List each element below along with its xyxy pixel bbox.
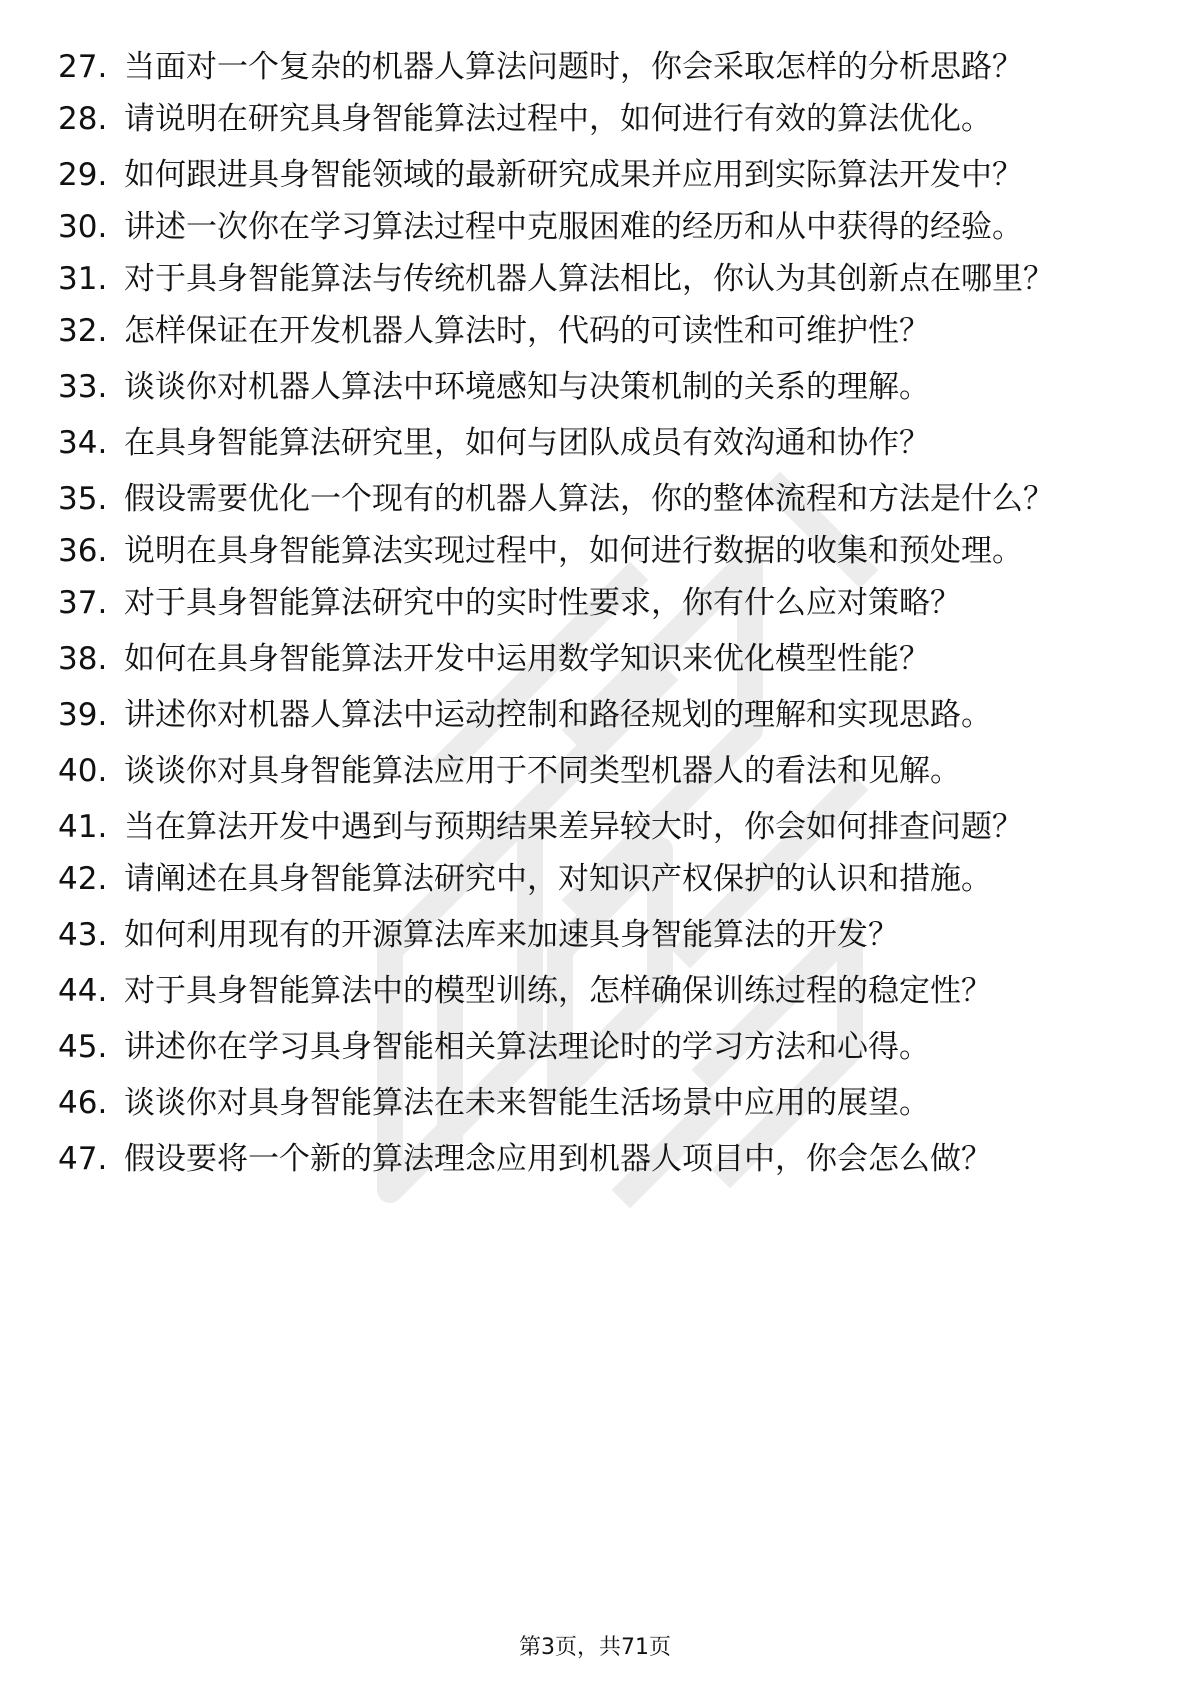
question-number: 28. xyxy=(58,101,108,137)
question-item xyxy=(58,1140,1118,1178)
question-text: 讲述一次你在学习算法过程中克服困难的经历和从中获得的经验。 xyxy=(124,209,1023,245)
question-item xyxy=(58,156,1118,194)
question-item xyxy=(58,48,1118,86)
question-item xyxy=(58,584,1118,622)
question-item xyxy=(58,260,1118,298)
question-text: 对于具身智能算法中的模型训练，怎样确保训练过程的稳定性？ xyxy=(124,973,992,1009)
question-text: 说明在具身智能算法实现过程中，如何进行数据的收集和预处理。 xyxy=(124,533,1023,569)
question-text: 对于具身智能算法研究中的实时性要求，你有什么应对策略？ xyxy=(124,585,961,621)
question-number: 42. xyxy=(58,861,108,897)
question-text: 假设需要优化一个现有的机器人算法，你的整体流程和方法是什么？ xyxy=(124,481,1054,517)
question-item xyxy=(58,424,1118,462)
question-text: 请说明在研究具身智能算法过程中，如何进行有效的算法优化。 xyxy=(124,101,992,137)
question-text: 请阐述在具身智能算法研究中，对知识产权保护的认识和措施。 xyxy=(124,861,992,897)
question-number: 29. xyxy=(58,157,108,193)
question-item xyxy=(58,1084,1118,1122)
question-number: 36. xyxy=(58,533,108,569)
question-text: 假设要将一个新的算法理念应用到机器人项目中，你会怎么做？ xyxy=(124,1141,992,1177)
question-number: 38. xyxy=(58,641,108,677)
question-number: 31. xyxy=(58,261,108,297)
question-item xyxy=(58,312,1118,350)
question-number: 39. xyxy=(58,697,108,733)
question-item xyxy=(58,972,1118,1010)
question-number: 33. xyxy=(58,369,108,405)
question-text: 如何利用现有的开源算法库来加速具身智能算法的开发？ xyxy=(124,917,899,953)
question-item xyxy=(58,100,1118,138)
question-item xyxy=(58,860,1118,898)
question-number: 35. xyxy=(58,481,108,517)
question-item xyxy=(58,1028,1118,1066)
question-item xyxy=(58,696,1118,734)
question-text: 在具身智能算法研究里，如何与团队成员有效沟通和协作？ xyxy=(124,425,930,461)
question-item xyxy=(58,208,1118,246)
page-number-footer: 第3页，共71页 xyxy=(519,1635,671,1660)
question-text: 谈谈你对具身智能算法在未来智能生活场景中应用的展望。 xyxy=(124,1085,930,1121)
question-text: 讲述你在学习具身智能相关算法理论时的学习方法和心得。 xyxy=(124,1029,930,1065)
question-number: 44. xyxy=(58,973,108,1009)
question-text: 怎样保证在开发机器人算法时，代码的可读性和可维护性？ xyxy=(124,313,930,349)
question-item xyxy=(58,532,1118,570)
question-text: 当面对一个复杂的机器人算法问题时，你会采取怎样的分析思路？ xyxy=(124,49,1023,85)
question-number: 37. xyxy=(58,585,108,621)
question-number: 30. xyxy=(58,209,108,245)
question-text: 讲述你对机器人算法中运动控制和路径规划的理解和实现思路。 xyxy=(124,697,992,733)
question-text: 对于具身智能算法与传统机器人算法相比，你认为其创新点在哪里？ xyxy=(124,261,1054,297)
question-text: 谈谈你对具身智能算法应用于不同类型机器人的看法和见解。 xyxy=(124,753,961,789)
question-number: 41. xyxy=(58,809,108,845)
question-item xyxy=(58,808,1118,846)
question-number: 45. xyxy=(58,1029,108,1065)
question-number: 40. xyxy=(58,753,108,789)
question-number: 32. xyxy=(58,313,108,349)
question-item xyxy=(58,368,1118,406)
question-number: 47. xyxy=(58,1141,108,1177)
question-item xyxy=(58,752,1118,790)
question-item xyxy=(58,480,1118,518)
question-list xyxy=(58,48,1118,1194)
question-number: 46. xyxy=(58,1085,108,1121)
question-text: 如何跟进具身智能领域的最新研究成果并应用到实际算法开发中？ xyxy=(124,157,1023,193)
question-text: 谈谈你对机器人算法中环境感知与决策机制的关系的理解。 xyxy=(124,369,930,405)
question-item xyxy=(58,640,1118,678)
question-text: 当在算法开发中遇到与预期结果差异较大时，你会如何排查问题？ xyxy=(124,809,1023,845)
question-number: 27. xyxy=(58,49,108,85)
question-item xyxy=(58,916,1118,954)
question-number: 43. xyxy=(58,917,108,953)
question-text: 如何在具身智能算法开发中运用数学知识来优化模型性能？ xyxy=(124,641,930,677)
question-number: 34. xyxy=(58,425,108,461)
